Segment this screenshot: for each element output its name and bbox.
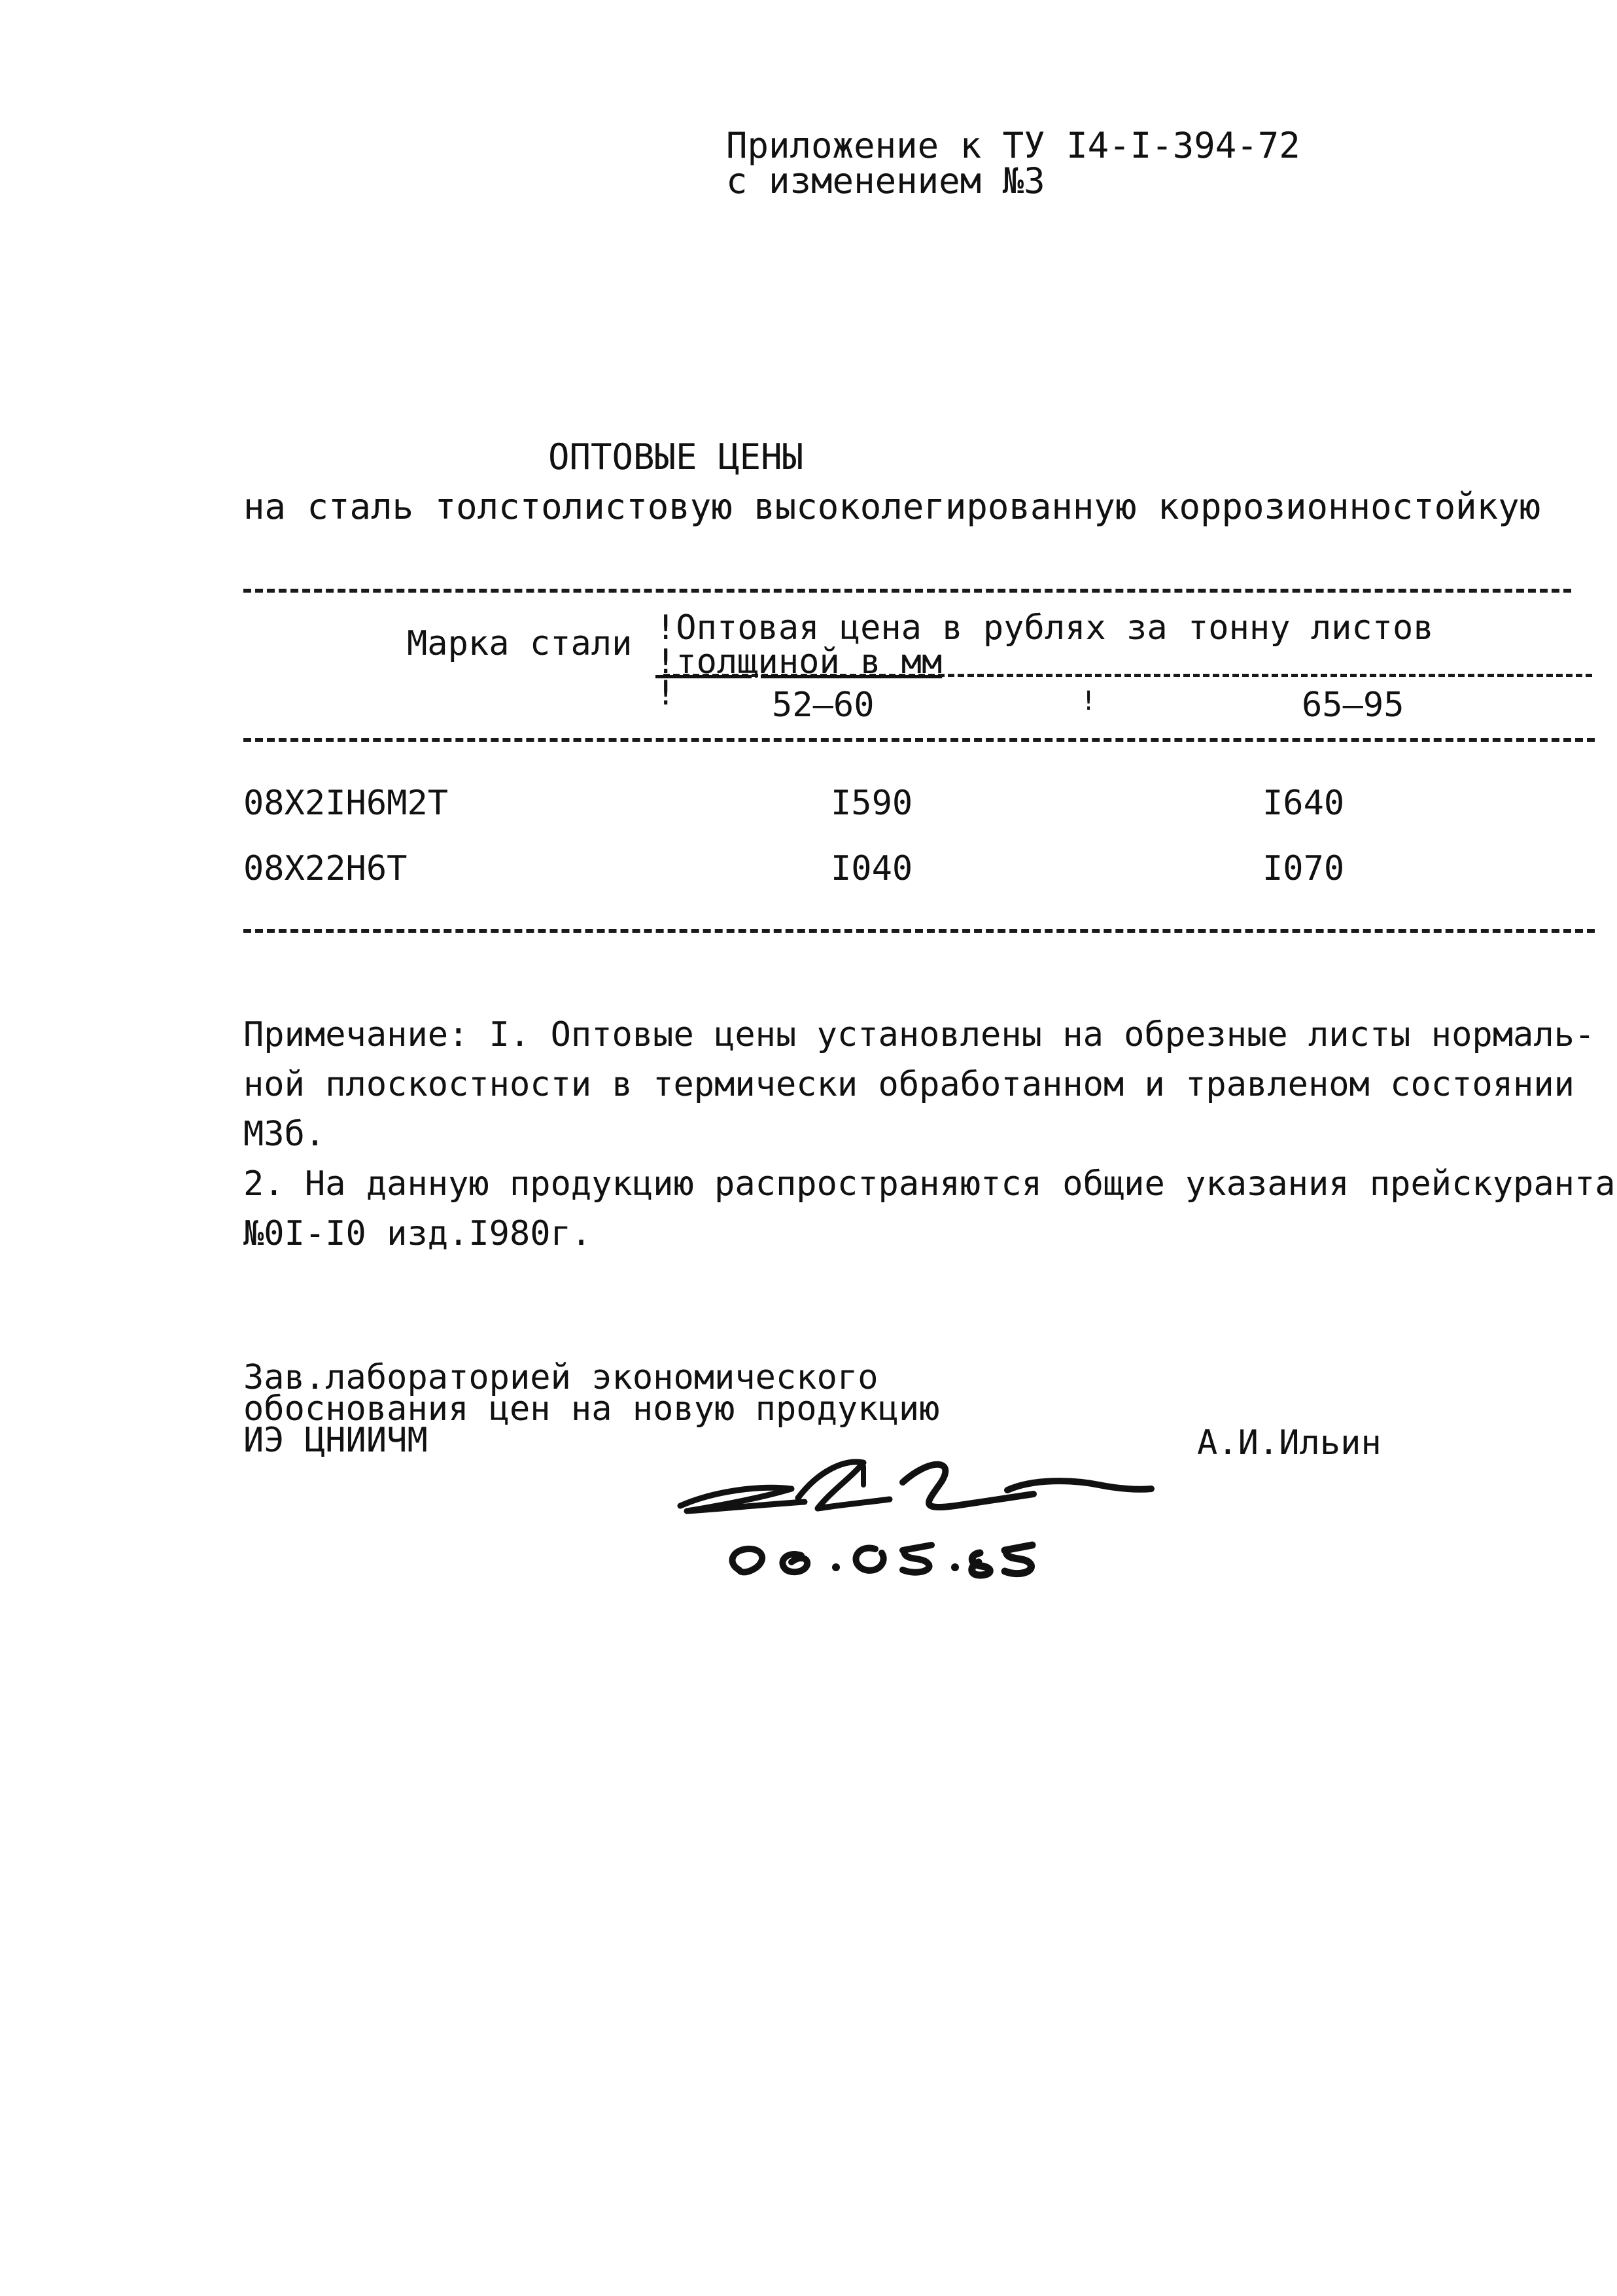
table-row-grade: 08Х2IН6М2Т: [243, 784, 449, 823]
appendix-reference: Приложение к ТУ I4-I-394-72: [726, 125, 1300, 166]
handwritten-signature-icon: [667, 1446, 1164, 1590]
price-header-line2: !толщиной в мм: [655, 642, 943, 682]
price-header-line1: !Оптовая цена в рублях за тонну листов: [655, 608, 1434, 648]
table-top-rule: [243, 589, 1571, 593]
signatory-organization: ИЭ ЦНИИЧМ: [243, 1421, 428, 1460]
table-row-price-65-95: I640: [1262, 784, 1345, 823]
table-header-bottom-rule: [243, 738, 1595, 742]
note-line: Примечание: I. Оптовые цены установлены на обрезные листы нормаль-: [243, 1015, 1595, 1054]
signatory-position: Зав.лабораторией экономического: [243, 1358, 878, 1397]
table-row-price-65-95: I070: [1262, 849, 1345, 888]
signatory-position: обоснования цен на новую продукцию: [243, 1389, 940, 1429]
thickness-col-65-95: 65–95: [1302, 686, 1404, 725]
amendment-reference: с изменением №3: [726, 160, 1045, 201]
price-header-mark: !: [655, 674, 676, 713]
table-bottom-rule: [243, 929, 1595, 933]
grade-column-header: Марка стали: [407, 624, 633, 663]
table-row-grade: 08Х22Н6Т: [243, 849, 408, 888]
signatory-name: А.И.Ильин: [1197, 1423, 1382, 1463]
thickness-col-separator: !: [1081, 686, 1097, 716]
note-line: №0I-I0 изд.I980г.: [243, 1214, 592, 1253]
document-subtitle: на сталь толстолистовую высоколегированную коррозионностойкую: [243, 486, 1541, 527]
table-row-price-52-60: I590: [831, 784, 913, 823]
note-line: 2. На данную продукцию распространяются общие указания прейскуранта: [243, 1164, 1616, 1204]
thickness-col-52-60: 52–60: [772, 686, 875, 725]
document-title: ОПТОВЫЕ ЦЕНЫ: [548, 436, 804, 478]
table-row-price-52-60: I040: [831, 849, 913, 888]
note-line: ной плоскостности в термически обработанном и травленом состоянии: [243, 1065, 1574, 1104]
note-line: М3б.: [243, 1115, 326, 1154]
